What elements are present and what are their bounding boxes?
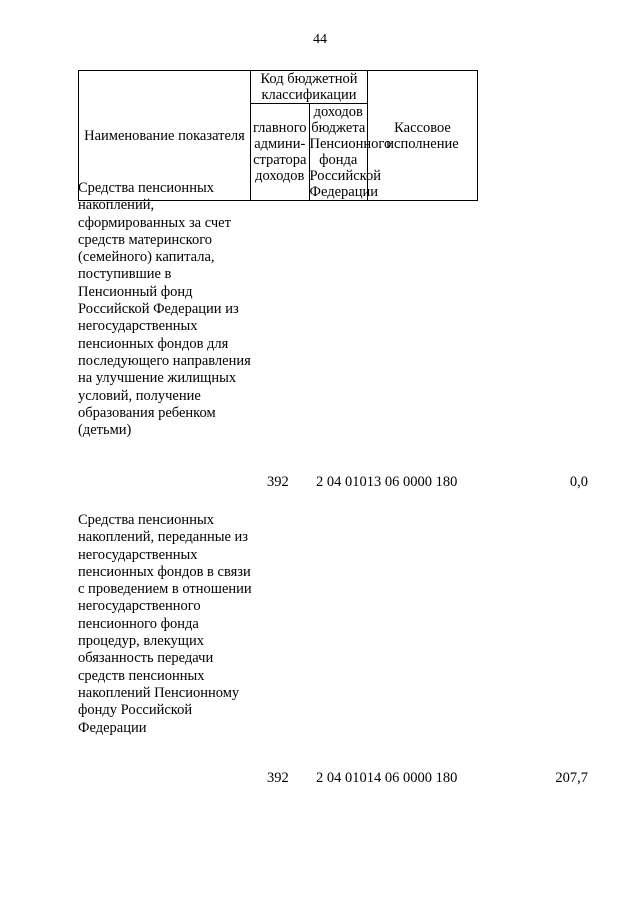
row-amount: 207,7	[555, 770, 588, 786]
header-income-code: доходов бюджета Пенсионного фонда Российской Федерации	[309, 104, 392, 200]
row-income-code: 2 04 01014 06 0000 180	[316, 770, 458, 786]
page-number: 44	[313, 32, 327, 47]
header-cash-execution: Кассовое исполнение	[368, 71, 478, 201]
row-name: Средства пенсионных накоплений, переданные из негосударственных пенсионных фондов в связи с проведением в отношении негосударственного пенсионного фонда процедур, влекущих обязанность передачи средств пенсионных накоплений Пенсионному фонду Российской Федерации	[78, 512, 252, 736]
row-admin-code: 392	[267, 474, 289, 490]
header-name-col: Наименование показателя	[79, 71, 251, 201]
header-admin-code: главного админи-стратора доходов	[251, 104, 310, 201]
header-budget-classification: Код бюджетной классификации	[251, 71, 368, 104]
row-income-code: 2 04 01013 06 0000 180	[316, 474, 458, 490]
row-name: Средства пенсионных накоплений, сформированных за счет средств материнского (семейного) капитала, поступившие в Пенсионный фонд Российской Федерации из негосударственных пенсионных фондов для последующего направления на улучшение жилищных условий, получение образования ребенком (детьми)	[78, 180, 251, 439]
row-admin-code: 392	[267, 770, 289, 786]
row-amount: 0,0	[569, 474, 588, 490]
